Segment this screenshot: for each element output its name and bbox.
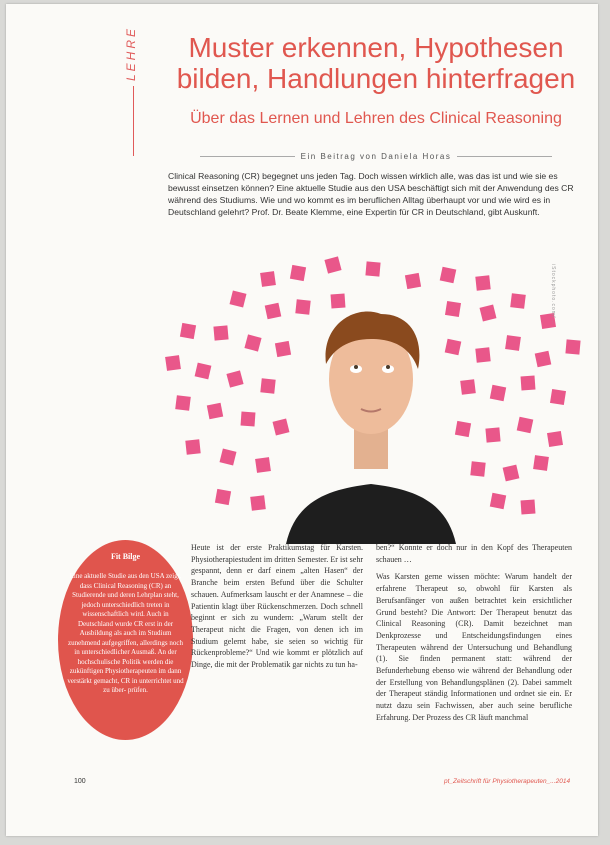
magazine-page: [6, 4, 598, 836]
intro-paragraph: Clinical Reasoning (CR) begegnet uns jeden Tag. Doch wissen wirklich alle, was das ist und wie sie es bewusst einsetzen können? Eine aktuelle Studie aus den USA beschäftigt sich mit der Anwendung des CR während des Studiums. Wie und wo kommt es im beruflichen Alltag überhaupt vor und wie wird es in Deutschland gelehrt? Prof. Dr. Beate Klemme, eine Expertin für CR in Deutschland, gibt Auskunft.: [168, 171, 574, 217]
article-title: Muster erkennen, Hypothesen bilden, Handlungen hinterfragen: [176, 32, 576, 94]
body-paragraph: Was Karsten gerne wissen möchte: Warum handelt der erfahrene Therapeut so, obwohl für Karsten als Berufsanfänger von außen betrachtet kein ersichtlicher Grund besteht? Die Antwort: Der Therapeut benutzt das Clinical Reasoning (CR). Damit bezeichnet man Denkprozesse und Entscheidungsfindungen eines Therapeuten während der Untersuchung und Behandlung (1). Sie finden permanent statt: während der Befunderhebung ebenso wie während der Behandlung oder der Erstellung von Behandlungsplänen (2). Dabei sammelt der Therapeut ständig Informationen und ordnet sie ein. Er nutzt dazu sein Fachwissen, aber auch seine berufliche Erfahrung. Der Prozess des CR läuft manchmal: [376, 572, 572, 722]
info-box-text: Eine aktuelle Studie aus den USA zeigt, dass Clinical Reasoning (CR) an Studierende und deren Lehrplan steht, jedoch unterschiedlich treten in wissenschaftlich wird. Auch in Deutschland wurde CR erst in der Ausbildung als auch im Studium zunehmend aufgegriffen, allerdings noch in unterschiedlicher Ausmaß. An der hochschulische Politik werden die zukünftigen Physiotherapeuten im dann verstärkt gemacht, CR in unterrichtet und zu über- prüfen.: [67, 572, 184, 694]
body-column-left: [191, 542, 363, 677]
photo-sticky-notes: [156, 244, 596, 544]
body-column-right: [376, 542, 572, 730]
person-illustration: [286, 311, 456, 544]
photo-credit: iStockphoto.com/...: [550, 264, 556, 326]
info-box: [58, 540, 193, 740]
byline: Ein Beitrag von Daniela Horas: [156, 152, 596, 161]
section-divider: [133, 86, 134, 156]
body-paragraph: ben?“ Konnte er doch nur in den Kopf des Therapeuten schauen …: [376, 543, 572, 564]
page-number: 100: [74, 778, 86, 785]
article-subtitle: Über das Lernen und Lehren des Clinical Reasoning: [190, 110, 562, 127]
journal-footer: pt_Zeitschrift für Physiotherapeuten_...2014: [444, 778, 571, 785]
body-paragraph: Heute ist der erste Praktikumstag für Karsten. Physiotherapiestudent im dritten Semester. Er ist sehr gespannt, denn er darf einem „alten Hasen“ der Branche beim ersten Befund über die Schulter schauen. Aufmerksam lauscht er der Anamnese – die Patientin klagt über Rückenschmerzen. Doch schnell beginnt er sich zu wundern: „Warum stellt der Therapeut nicht die Fragen, von denen ich im Studium gelernt habe, sie seien so wichtig für Rückenprobleme?“ Und wie kommt er plötzlich auf Dinge, die mit der Problematik gar nichts zu tun ha-: [191, 543, 363, 670]
info-box-title: Fit Bilge: [110, 552, 141, 561]
section-tag: LEHRE: [124, 26, 138, 82]
